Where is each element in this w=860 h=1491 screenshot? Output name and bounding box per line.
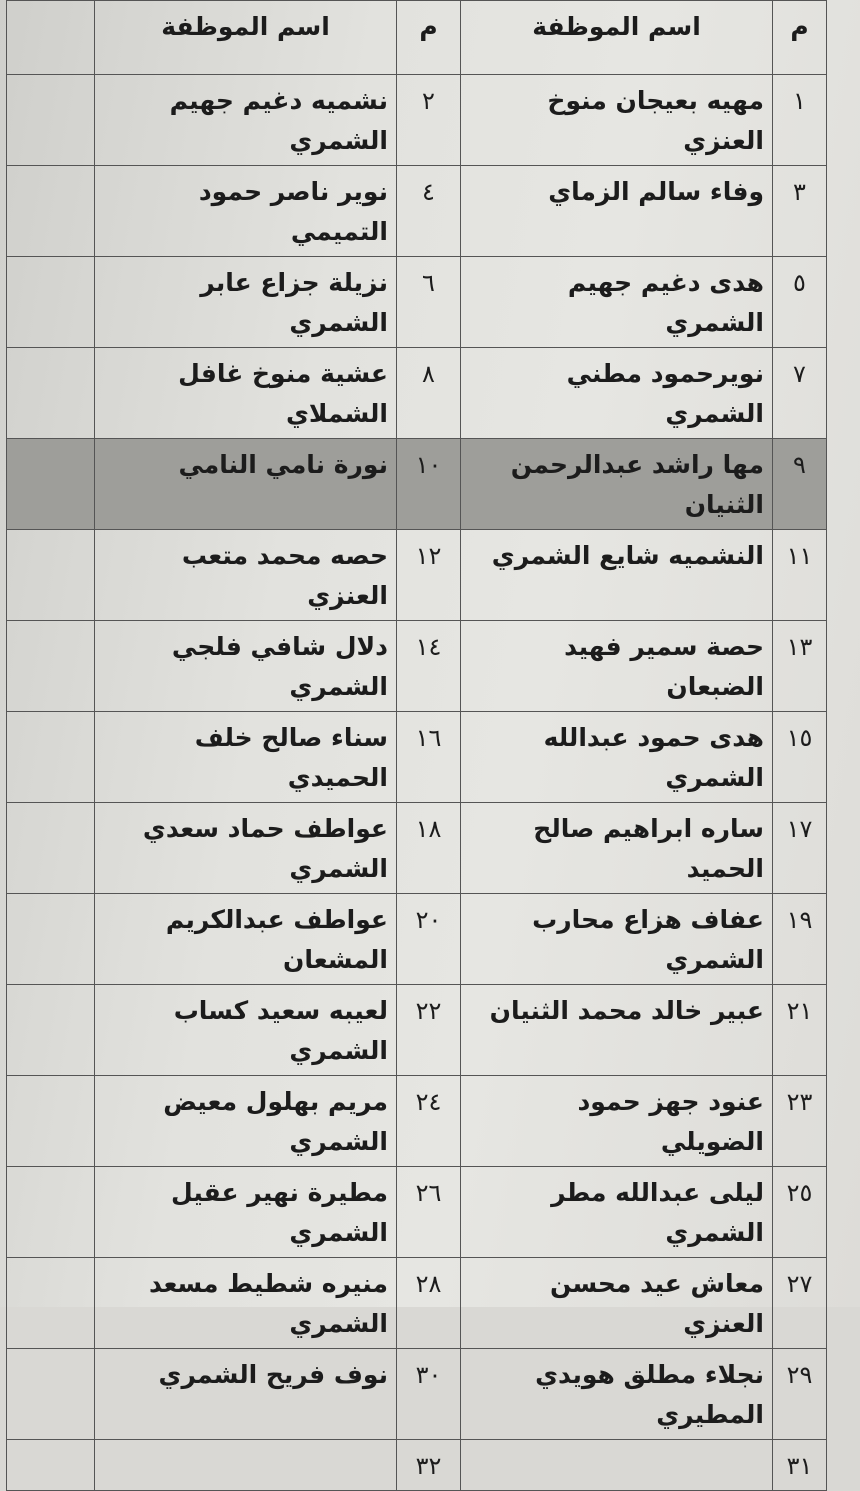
- employee-name: عشية منوخ غافل الشملاي: [95, 348, 397, 439]
- blank-cell: [7, 803, 95, 894]
- row-number: ١٤: [397, 621, 461, 712]
- table-row: [7, 894, 827, 985]
- header-name-2: اسم الموظفة: [95, 1, 397, 75]
- header-num-2: م: [397, 1, 461, 75]
- row-number: ١٥: [773, 712, 827, 803]
- employee-name: [461, 1440, 773, 1491]
- employee-name: نوير ناصر حمود التميمي: [95, 166, 397, 257]
- row-number: ٢٧: [773, 1258, 827, 1349]
- header-num-1: م: [773, 1, 827, 75]
- employee-name: نويرحمود مطني الشمري: [461, 348, 773, 439]
- row-number: ١٣: [773, 621, 827, 712]
- row-number: ٢٩: [773, 1349, 827, 1440]
- row-number: ١١: [773, 530, 827, 621]
- blank-column-header: [7, 1, 95, 75]
- row-number: ٥: [773, 257, 827, 348]
- employee-name: دلال شافي فلجي الشمري: [95, 621, 397, 712]
- blank-cell: [7, 1076, 95, 1167]
- header-name-1: اسم الموظفة: [461, 1, 773, 75]
- blank-cell: [7, 530, 95, 621]
- employee-name: نزيلة جزاع عابر الشمري: [95, 257, 397, 348]
- employee-name: مها راشد عبدالرحمن الثنيان: [461, 439, 773, 530]
- row-number: ٢٣: [773, 1076, 827, 1167]
- row-number: ٣٠: [397, 1349, 461, 1440]
- blank-cell: [7, 621, 95, 712]
- employee-name: [95, 1440, 397, 1491]
- employee-name: حصة سمير فهيد الضبعان: [461, 621, 773, 712]
- row-number: ٢٤: [397, 1076, 461, 1167]
- row-number: ٢٦: [397, 1167, 461, 1258]
- table-row: [7, 530, 827, 621]
- blank-cell: [7, 985, 95, 1076]
- employee-name: لعيبه سعيد كساب الشمري: [95, 985, 397, 1076]
- table-row: [7, 75, 827, 166]
- employee-name: مهيه بعيجان منوخ العنزي: [461, 75, 773, 166]
- employee-name: مريم بهلول معيض الشمري: [95, 1076, 397, 1167]
- table-row: [7, 166, 827, 257]
- employee-name: نشميه دغيم جهيم الشمري: [95, 75, 397, 166]
- employee-name: ليلى عبدالله مطر الشمري: [461, 1167, 773, 1258]
- employee-name: عبير خالد محمد الثنيان: [461, 985, 773, 1076]
- row-number: ٦: [397, 257, 461, 348]
- row-number: ١: [773, 75, 827, 166]
- employee-name: ساره ابراهيم صالح الحميد: [461, 803, 773, 894]
- employee-name: عواطف حماد سعدي الشمري: [95, 803, 397, 894]
- employee-table: [6, 0, 827, 1491]
- employee-name: عفاف هزاع محارب الشمري: [461, 894, 773, 985]
- row-number: ٨: [397, 348, 461, 439]
- row-number: ٣: [773, 166, 827, 257]
- row-number: ٣١: [773, 1440, 827, 1491]
- row-number: ٣٢: [397, 1440, 461, 1491]
- employee-name: مطيرة نهير عقيل الشمري: [95, 1167, 397, 1258]
- blank-cell: [7, 712, 95, 803]
- employee-name: عنود جهز حمود الضويلي: [461, 1076, 773, 1167]
- row-number: ٢٢: [397, 985, 461, 1076]
- employee-name: نورة نامي النامي: [95, 439, 397, 530]
- employee-name: منيره شطيط مسعد الشمري: [95, 1258, 397, 1349]
- row-number: ١٨: [397, 803, 461, 894]
- table-row: [7, 1076, 827, 1167]
- header-row: [7, 1, 827, 75]
- row-number: ١٧: [773, 803, 827, 894]
- table-row: [7, 1258, 827, 1349]
- row-number: ٢٨: [397, 1258, 461, 1349]
- blank-cell: [7, 75, 95, 166]
- employee-name: سناء صالح خلف الحميدي: [95, 712, 397, 803]
- blank-cell: [7, 166, 95, 257]
- row-number: ١٩: [773, 894, 827, 985]
- row-number: ٩: [773, 439, 827, 530]
- row-number: ٢: [397, 75, 461, 166]
- blank-cell: [7, 257, 95, 348]
- employee-name: هدى دغيم جهيم الشمري: [461, 257, 773, 348]
- row-number: ٤: [397, 166, 461, 257]
- table-body: [7, 75, 827, 1491]
- employee-name: نوف فريح الشمري: [95, 1349, 397, 1440]
- blank-cell: [7, 348, 95, 439]
- table-row: [7, 985, 827, 1076]
- employee-name: معاش عيد محسن العنزي: [461, 1258, 773, 1349]
- table-row: [7, 1349, 827, 1440]
- blank-cell: [7, 1258, 95, 1349]
- row-number: ٢٠: [397, 894, 461, 985]
- employee-name: هدى حمود عبدالله الشمري: [461, 712, 773, 803]
- row-number: ٢١: [773, 985, 827, 1076]
- blank-cell: [7, 1349, 95, 1440]
- blank-cell: [7, 439, 95, 530]
- table-row: [7, 803, 827, 894]
- table-row: [7, 712, 827, 803]
- table-row: [7, 1167, 827, 1258]
- employee-name: النشميه شايع الشمري: [461, 530, 773, 621]
- employee-name: نجلاء مطلق هويدي المطيري: [461, 1349, 773, 1440]
- row-number: ١٦: [397, 712, 461, 803]
- table-row: [7, 621, 827, 712]
- employee-name: وفاء سالم الزماي: [461, 166, 773, 257]
- table-row: [7, 1440, 827, 1491]
- row-number: ٧: [773, 348, 827, 439]
- row-number: ٢٥: [773, 1167, 827, 1258]
- table-row: [7, 439, 827, 530]
- row-number: ١٢: [397, 530, 461, 621]
- row-number: ١٠: [397, 439, 461, 530]
- blank-cell: [7, 1167, 95, 1258]
- blank-cell: [7, 1440, 95, 1491]
- blank-cell: [7, 894, 95, 985]
- employee-name: عواطف عبدالكريم المشعان: [95, 894, 397, 985]
- employee-name: حصه محمد متعب العنزي: [95, 530, 397, 621]
- table-row: [7, 257, 827, 348]
- table-row: [7, 348, 827, 439]
